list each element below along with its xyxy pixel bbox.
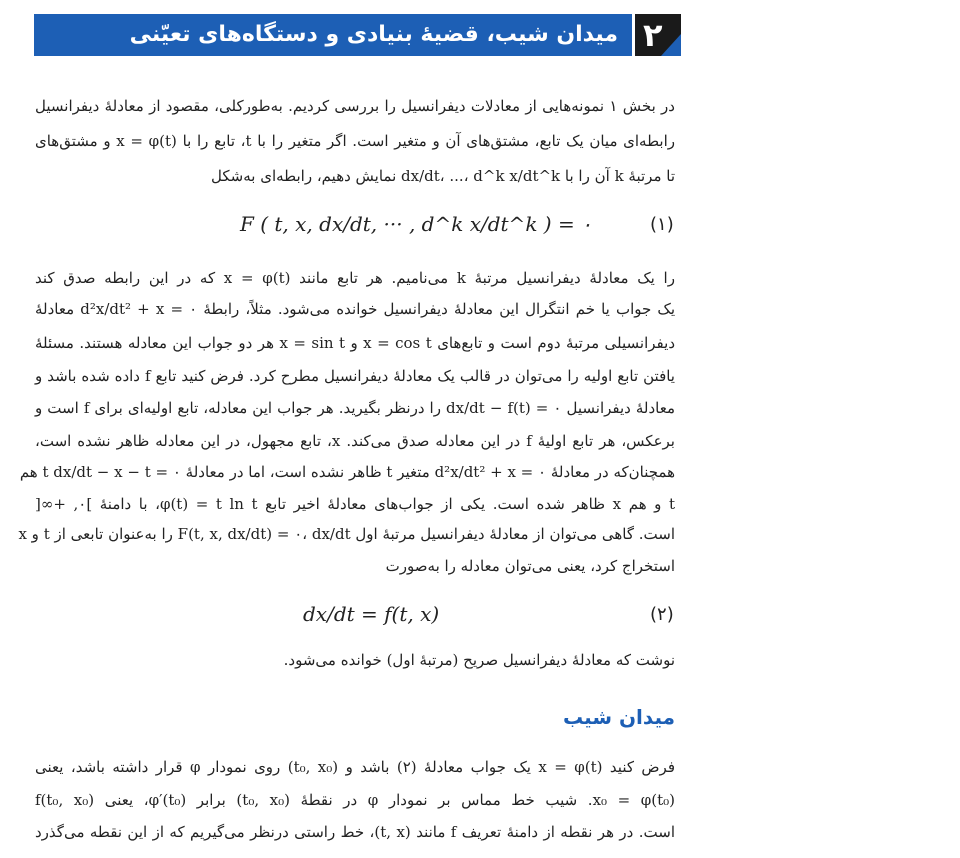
paragraph-line: دیفرانسیلی مرتبهٔ دوم است و تابع‌های x = cos t و x = sin t هر دو جواب این معادله هستند. مسئلهٔ bbox=[35, 334, 675, 352]
chapter-number-badge bbox=[635, 14, 681, 56]
paragraph-line: یافتن تابع اولیه را می‌توان در قالب یک معادلهٔ دیفرانسیل مطرح کرد. فرض کنید تابع f داده شده باشد و bbox=[35, 367, 675, 385]
paragraph-line: است. گاهی می‌توان از معادلهٔ دیفرانسیل مرتبهٔ اول F(t, x, dx/dt) = ۰، dx/dt را به‌عنوان تابعی از t و x bbox=[18, 525, 675, 543]
section-heading: میدان شیب bbox=[563, 705, 675, 729]
chapter-title: میدان شیب، قضیهٔ بنیادی و دستگاه‌های تعیّنی bbox=[129, 22, 618, 47]
chapter-header-bar bbox=[34, 14, 632, 56]
paragraph-line: نوشت که معادلهٔ دیفرانسیل صریح (مرتبهٔ اول) خوانده می‌شود. bbox=[283, 651, 675, 669]
paragraph-line: فرض کنید x = φ(t) یک جواب معادلهٔ (۲) باشد و (t₀, x₀) روی نمودار φ قرار داشته باشد، یعنی bbox=[35, 758, 675, 776]
paragraph-line: استخراج کرد، یعنی می‌توان معادله را به‌صورت bbox=[385, 557, 675, 575]
equation-1: F ( t, x, dx/dt, ··· , d^k x/dt^k ) = ۰ bbox=[240, 212, 592, 236]
paragraph-line: یک جواب یا خم انتگرال این معادلهٔ دیفرانسیل خوانده می‌شود. مثلاً، رابطهٔ d²x/dt² + x = ۰ معادلهٔ bbox=[35, 300, 676, 318]
paragraph-line: تا مرتبهٔ k آن را با dx/dt، ...، d^k x/dt^k نمایش دهیم، رابطه‌ای به‌شکل bbox=[211, 167, 675, 185]
equation-2-number: (۲) bbox=[650, 604, 674, 625]
paragraph-line: است. در هر نقطه از دامنهٔ تعریف f مانند (t, x)، خط راستی درنظر می‌گیریم که از این نقطه می‌گذرد bbox=[35, 823, 675, 841]
paragraph-line: را یک معادلهٔ دیفرانسیل مرتبهٔ k می‌نامیم. هر تابع مانند x = φ(t) که در این رابطه صدق کند bbox=[35, 269, 675, 287]
paragraph-line: معادلهٔ دیفرانسیل dx/dt − f(t) = ۰ را درنظر بگیرید. هر جواب این معادله، تابع اولیه‌ای برای f است و bbox=[35, 399, 676, 417]
paragraph-line: برعکس، هر تابع اولیهٔ f در این معادله صدق می‌کند. x، تابع مجهول، در این معادله ظاهر نشده است، bbox=[35, 432, 675, 450]
paragraph-line: x₀ = φ(t₀). شیب خط مماس بر نمودار φ در نقطهٔ (t₀, x₀) برابر φ′(t₀)، یعنی f(t₀, x₀) bbox=[35, 791, 675, 809]
paragraph-line: همچنان‌که در معادلهٔ d²x/dt² + x = ۰ متغیر t ظاهر نشده است، اما در معادلهٔ t dx/dt − x − t = ۰ هم bbox=[19, 463, 675, 481]
chapter-number: ۲ bbox=[643, 16, 663, 54]
equation-1-number: (۱) bbox=[650, 214, 674, 235]
paragraph-line: در بخش ۱ نمونه‌هایی از معادلات دیفرانسیل را بررسی کردیم. به‌طورکلی، مقصود از معادلهٔ دیفرانسیل bbox=[35, 97, 675, 115]
badge-corner-triangle bbox=[661, 34, 681, 56]
paragraph-line: t و هم x ظاهر شده است. یکی از جواب‌های معادلهٔ اخیر تابع φ(t) = t ln t، با دامنهٔ ]۰, +∞[ bbox=[35, 495, 676, 513]
paragraph-line: رابطه‌ای میان یک تابع، مشتق‌های آن و متغیر است. اگر متغیر را با t، تابع را با x = φ(t) و مشتق‌های bbox=[35, 132, 675, 150]
equation-2: dx/dt = f(t, x) bbox=[303, 602, 440, 626]
